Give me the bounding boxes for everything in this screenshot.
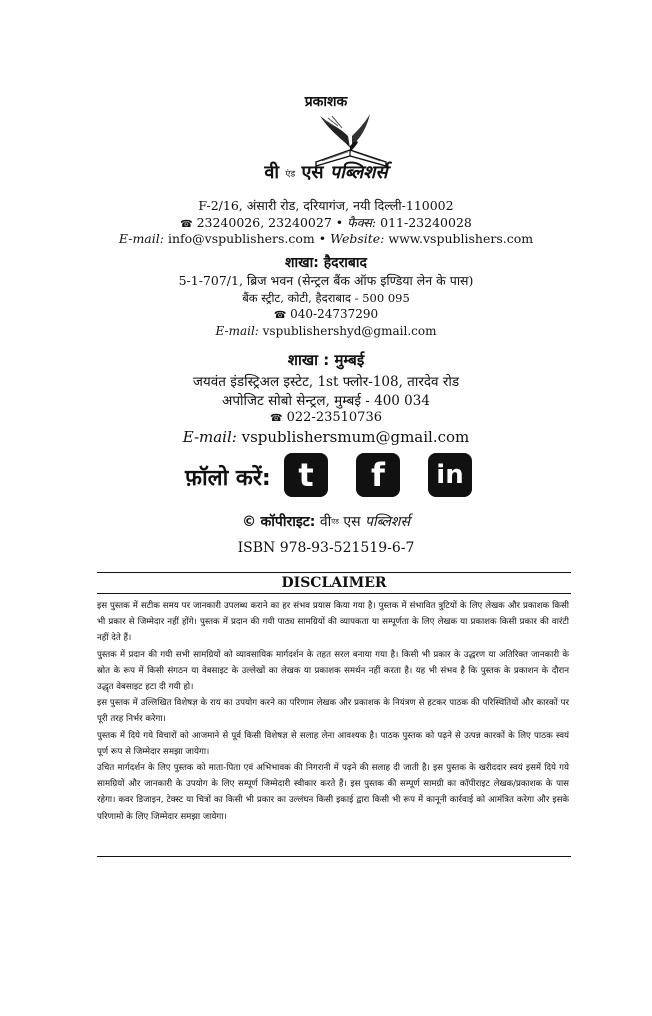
mumbai-address-2: अपोजिट सोबो सेन्ट्रल, मुम्बई - 400 034 <box>222 393 430 409</box>
copyright-main: एस <box>343 514 361 530</box>
twitter-icon[interactable]: t <box>284 453 328 497</box>
disclaimer-paragraph: पुस्तक में प्रदान की गयी सभी सामग्रियों को व्यावसायिक मार्गदर्शन के तहत सरल बनाया गया है। किसी भी प्रकार के उद्धरण या अतिरिक्त जानकारी के स्रोत के रूप में किसी संगठन या वेबसाइट के उल्लेखों का लेखक या प्रकाशक समर्थन नहीं करता है। यह भी संभव है कि पुस्तक के प्रकाशन के दौरान उद्धृत वेबसाइट हटा दी गयी हो। <box>97 649 569 693</box>
disclaimer-paragraph: इस पुस्तक में सटीक समय पर जानकारी उपलब्ध कराने का हर संभव प्रयास किया गया है। पुस्तक में संभावित त्रुटियों के लिए लेखक और प्रकाशक किसी भी प्रकार से जिम्मेदार नहीं होंगे। पुस्तक में प्रदान की गयी पाठ्य सामग्रियों की व्यापकता या सम्पूर्णता के लिए लेखक या प्रकाशक किसी प्रकार की वारंटी नहीं देते हैं। <box>97 601 569 644</box>
hyderabad-email-line <box>0 324 652 338</box>
disclaimer-top-rule <box>97 572 571 573</box>
head-office-website[interactable]: www.vspublishers.com <box>388 231 534 246</box>
copyright-suffix: पब्लिशर्स <box>365 514 410 530</box>
publisher-heading: प्रकाशक <box>304 94 348 110</box>
hyderabad-phone: 040-24737290 <box>290 307 379 321</box>
head-office-contacts <box>0 214 652 231</box>
head-office-email[interactable]: info@vspublishers.com • <box>167 231 327 246</box>
email-label: E-mail: <box>182 428 237 446</box>
copyright-mid: एंड <box>331 517 339 526</box>
phone-icon: ☎ <box>273 310 287 321</box>
copyright-symbol: © <box>242 514 257 530</box>
hyderabad-email[interactable]: vspublishershyd@gmail.com <box>262 324 437 338</box>
email-label: E-mail: <box>215 324 259 338</box>
linkedin-icon[interactable]: in <box>428 453 472 497</box>
disclaimer-paragraph: उचित मार्गदर्शन के लिए पुस्तक को माता-पिता एवं अभिभावक की निगरानी में पढ़ने की सलाह दी जाती है। इस पुस्तक के खरीददार स्वयं इसमें दिये गये सामग्रियों और जानकारी के उपयोग के लिए सम्पूर्ण जिम्मेदारी स्वीकार करते हैं। इस पुस्तक की सम्पूर्ण सामग्री का कॉपीराइट लेखक/प्रकाशक के पास रहेगा। कवर डिजाइन, टेक्स्ट या चित्रों का किसी भी प्रकार का उल्लंघन किसी इकाई द्वारा किसी भी रूप में कानूनी कार्रवाई को आमंत्रित करेगा और इसके परिणामों के लिए जिम्मेदार समझा जायेगा। <box>97 763 569 822</box>
website-label: Website: <box>330 231 385 246</box>
mumbai-email-line <box>0 428 652 446</box>
publisher-name-suffix: पब्लिशर्स <box>329 162 388 183</box>
copyright-line <box>0 512 652 531</box>
disclaimer-title-rule <box>97 593 571 594</box>
phone-icon: ☎ <box>270 413 283 424</box>
head-office-fax: 011-23240028 <box>380 215 472 230</box>
facebook-icon[interactable]: f <box>356 453 400 497</box>
disclaimer-bottom-rule <box>97 856 571 857</box>
publisher-name-prefix: वी <box>264 162 280 183</box>
follow-label: फ़ॉलो करें: <box>185 466 271 491</box>
fax-label: फैक्स: <box>347 215 377 230</box>
mumbai-phone: 022-23510736 <box>286 410 382 425</box>
email-label: E-mail: <box>118 231 164 246</box>
mumbai-email[interactable]: vspublishersmum@gmail.com <box>241 428 470 446</box>
hyderabad-address-1: 5-1-707/1, ब्रिज भवन (सेन्ट्रल बैंक ऑफ इण्डिया लेन के पास) <box>178 273 474 288</box>
hyderabad-phone-line <box>0 307 652 321</box>
hyderabad-heading: शाखा: हैदराबाद <box>285 255 367 271</box>
disclaimer-paragraph: इस पुस्तक में उल्लिखित विशेषज्ञ के राय का उपयोग करने का परिणाम लेखक और प्रकाशक के नियंत्रण से हटकर पाठक की परिस्थितियों और कारकों पर पूरी तरह निर्भर करेगा। <box>97 698 569 725</box>
mumbai-address-1: जयवंत इंडस्ट्रिअल इस्टेट, 1st फ्लोर-108, तारदेव रोड <box>192 374 460 390</box>
phone-icon: ☎ <box>180 219 193 230</box>
disclaimer-paragraph: पुस्तक में दिये गये विचारों को आजमाने से पूर्व किसी विशेषज्ञ से सलाह लेना आवश्यक है। पाठक पुस्तक को पढ़ने से उत्पन्न कारकों के लिए पाठक स्वयं पूर्ण रूप से जिम्मेदार समझा जायेगा। <box>97 730 569 757</box>
copyright-label: कॉपीराइट: <box>260 514 316 530</box>
disclaimer-body <box>97 598 569 825</box>
mumbai-heading: शाखा : मुम्बई <box>287 351 365 369</box>
mumbai-phone-line <box>0 410 652 425</box>
head-office-phones: 23240026, 23240027 • <box>196 215 344 230</box>
head-office-address: F-2/16, अंसारी रोड, दरियागंज, नयी दिल्ली-110002 <box>198 198 454 213</box>
publisher-name <box>0 160 652 184</box>
isbn: ISBN 978-93-521519-6-7 <box>237 540 415 556</box>
disclaimer-title: DISCLAIMER <box>281 575 387 591</box>
publisher-name-mid: एंड <box>285 169 296 180</box>
head-office-web <box>0 231 652 246</box>
hyderabad-address-2: बैंक स्ट्रीट, कोटी, हैदराबाद - 500 095 <box>242 291 410 305</box>
publisher-name-main: एस <box>301 162 324 183</box>
copyright-prefix: वी <box>319 514 332 530</box>
